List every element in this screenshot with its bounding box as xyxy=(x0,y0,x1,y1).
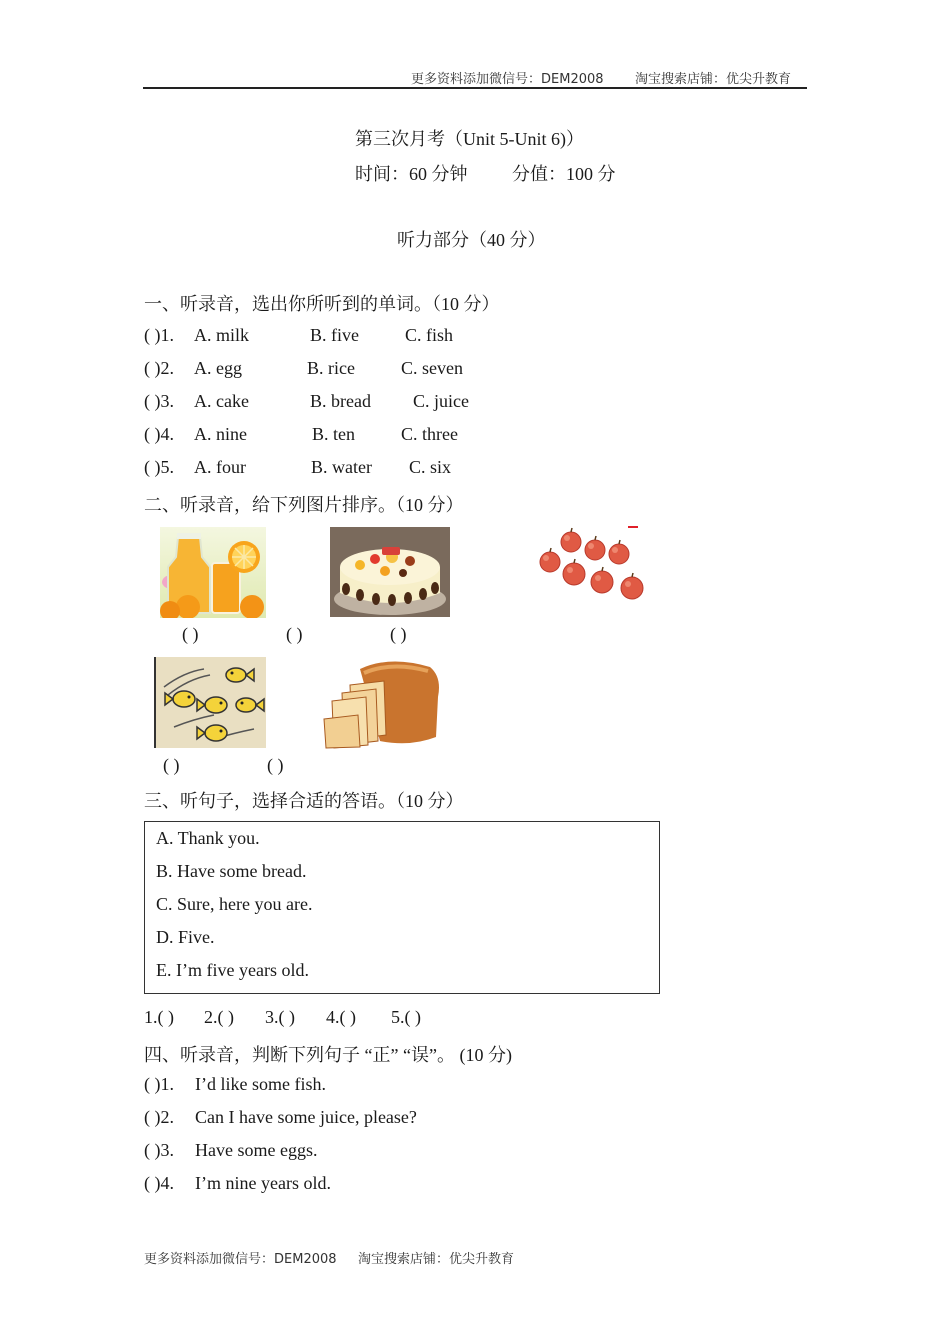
answer-blank[interactable]: 3.( ) xyxy=(265,1007,295,1027)
exam-score: 分值：100 分 xyxy=(512,164,616,184)
picture-order-blank[interactable]: ( ) xyxy=(182,624,199,644)
section3-heading: 三、听句子，选择合适的答语。（10 分） xyxy=(144,791,464,811)
bread-picture xyxy=(320,657,442,749)
option-a: A. cake xyxy=(194,391,249,411)
option-c: C. six xyxy=(409,457,452,477)
option-b: B. five xyxy=(310,325,359,345)
option-a: A. nine xyxy=(194,424,247,444)
judgement-sentence: Have some eggs. xyxy=(195,1140,318,1160)
section2-heading: 二、听录音，给下列图片排序。（10 分） xyxy=(144,495,464,515)
picture-order-blank[interactable]: ( ) xyxy=(267,755,284,775)
cake-picture xyxy=(330,527,450,617)
answer-option: C. Sure, here you are. xyxy=(156,894,313,914)
question-number[interactable]: ( )3. xyxy=(144,391,174,411)
exam-title: 第三次月考（Unit 5-Unit 6)） xyxy=(355,129,584,149)
question-number[interactable]: ( )2. xyxy=(144,358,174,378)
picture-order-blank[interactable]: ( ) xyxy=(286,624,303,644)
judgement-sentence: I’d like some fish. xyxy=(195,1074,326,1094)
option-c: C. seven xyxy=(401,358,463,378)
option-a: A. egg xyxy=(194,358,242,378)
answer-option: E. I’m five years old. xyxy=(156,960,309,980)
option-a: A. milk xyxy=(194,325,250,345)
listening-title: 听力部分（40 分） xyxy=(397,230,546,250)
answer-option: D. Five. xyxy=(156,927,215,947)
picture-order-blank[interactable]: ( ) xyxy=(390,624,407,644)
option-b: B. rice xyxy=(307,358,355,378)
question-number[interactable]: ( )1. xyxy=(144,325,174,345)
judgement-sentence: I’m nine years old. xyxy=(195,1173,331,1193)
judgement-blank[interactable]: ( )3. xyxy=(144,1140,174,1160)
fish-picture xyxy=(154,657,266,748)
option-b: B. water xyxy=(311,457,372,477)
option-c: C. three xyxy=(401,424,458,444)
section4-heading: 四、听录音，判断下列句子 “正” “误”。 (10 分) xyxy=(144,1045,512,1065)
footer-wechat: 更多资料添加微信号：DEM2008 xyxy=(144,1252,337,1267)
option-c: C. juice xyxy=(413,391,469,411)
exam-time: 时间：60 分钟 xyxy=(355,164,468,184)
question-number[interactable]: ( )5. xyxy=(144,457,174,477)
answer-option: A. Thank you. xyxy=(156,828,260,848)
judgement-blank[interactable]: ( )2. xyxy=(144,1107,174,1127)
option-c: C. fish xyxy=(405,325,454,345)
header-divider xyxy=(143,87,807,89)
option-a: A. four xyxy=(194,457,246,477)
option-b: B. bread xyxy=(310,391,371,411)
answer-blank[interactable]: 4.( ) xyxy=(326,1007,356,1027)
section1-heading: 一、听录音，选出你所听到的单词。（10 分） xyxy=(144,294,500,314)
answer-blank[interactable]: 1.( ) xyxy=(144,1007,174,1027)
answer-option: B. Have some bread. xyxy=(156,861,307,881)
judgement-blank[interactable]: ( )1. xyxy=(144,1074,174,1094)
header-shop: 淘宝搜索店铺：优尖升教育 xyxy=(635,72,792,87)
header-wechat: 更多资料添加微信号：DEM2008 xyxy=(411,72,604,87)
answer-blank[interactable]: 2.( ) xyxy=(204,1007,234,1027)
footer-shop: 淘宝搜索店铺：优尖升教育 xyxy=(358,1252,515,1267)
apples-picture xyxy=(536,524,648,610)
question-number[interactable]: ( )4. xyxy=(144,424,174,444)
picture-order-blank[interactable]: ( ) xyxy=(163,755,180,775)
answer-options-box xyxy=(144,821,660,994)
answer-blank[interactable]: 5.( ) xyxy=(391,1007,421,1027)
judgement-sentence: Can I have some juice, please? xyxy=(195,1107,417,1127)
orange-juice-picture xyxy=(160,527,266,618)
option-b: B. ten xyxy=(312,424,355,444)
judgement-blank[interactable]: ( )4. xyxy=(144,1173,174,1193)
